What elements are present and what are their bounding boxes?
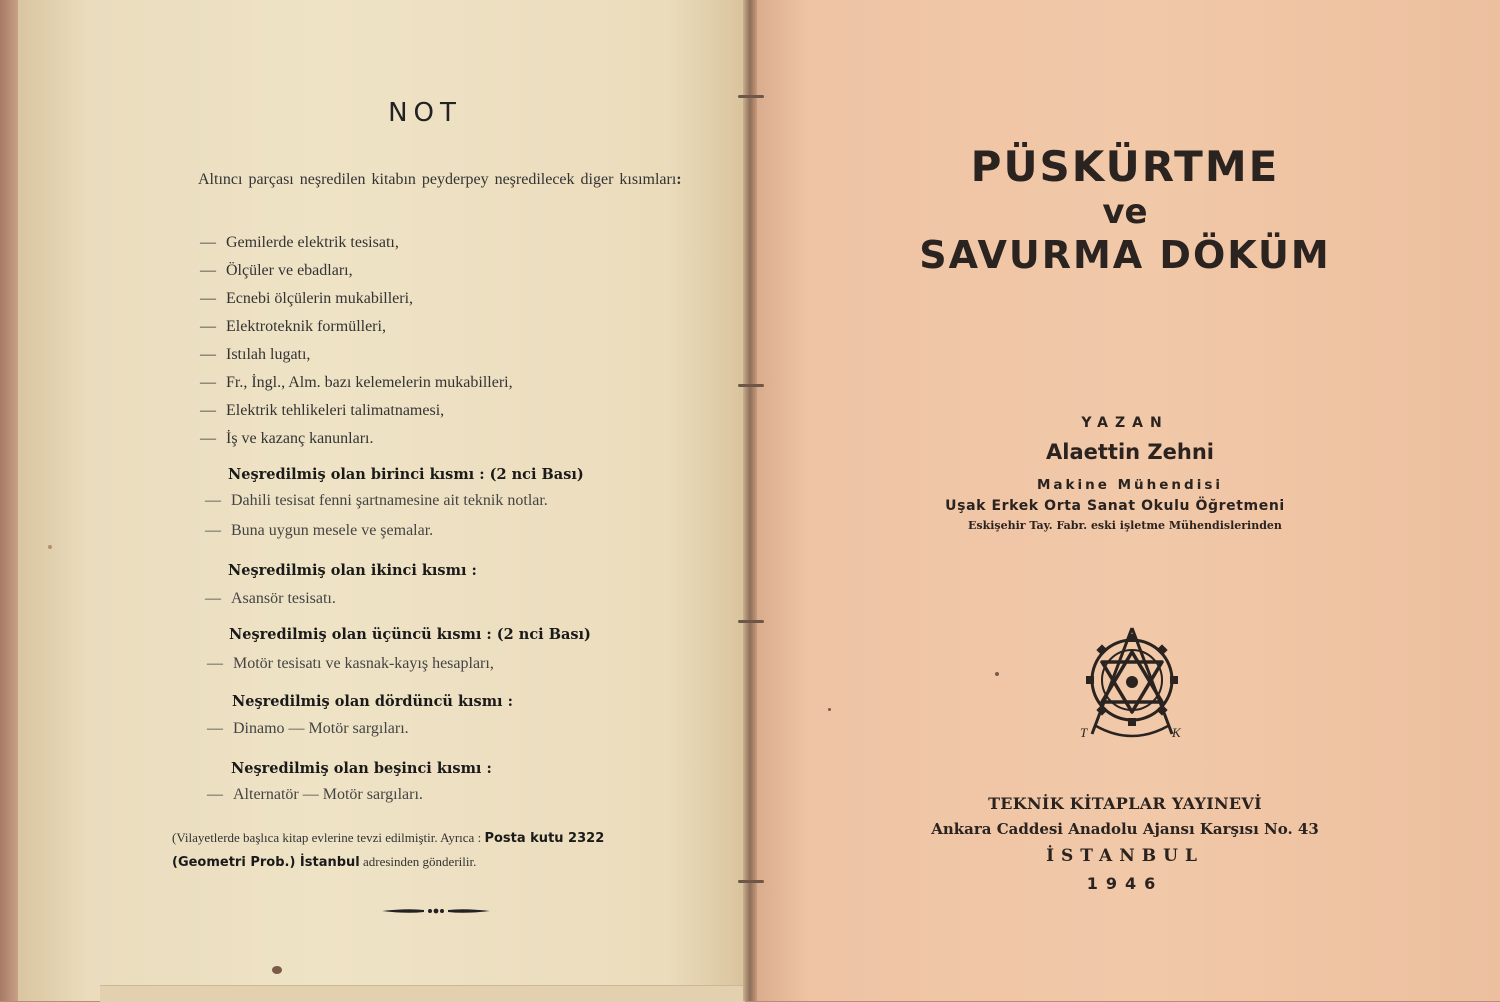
paper-speck — [995, 672, 999, 676]
section-heading-second: Neşredilmiş olan ikinci kısmı : — [228, 562, 477, 579]
section-item-text: Motör tesisatı ve kasnak-kayış hesapları, — [233, 655, 494, 672]
list-item-text: Istılah lugatı, — [226, 346, 311, 363]
book-gutter — [743, 0, 757, 1001]
note-intro-colon: : — [676, 171, 682, 188]
section-item-text: Dinamo — Motör sargıları. — [233, 720, 409, 737]
note-title: NOT — [388, 98, 462, 128]
footnote — [172, 826, 702, 874]
paper-speck — [48, 545, 52, 549]
footnote-postbox: Posta kutu 2322 — [484, 831, 605, 846]
dash: — — [207, 655, 223, 672]
list-item — [200, 316, 513, 344]
list-item-text: İş ve kazanç kanunları. — [226, 430, 374, 447]
dash: — — [200, 374, 216, 391]
dash: — — [205, 522, 221, 539]
emblem-letter-k: K — [1172, 725, 1181, 740]
section-item-text: Buna uygun mesele ve şemalar. — [231, 522, 434, 539]
binding-stitch — [738, 880, 764, 883]
section-item-text: Asansör tesisatı. — [231, 590, 336, 607]
author-role: Makine Mühendisi — [1037, 477, 1223, 493]
author-name: Alaettin Zehni — [1046, 440, 1214, 464]
dash: — — [200, 290, 216, 307]
footnote-text: (Vilayetlerde başlıca kitap evlerine tevzi edilmiştir. Ayrıca : — [172, 830, 485, 845]
author-former-position: Eskişehir Tay. Fabr. eski işletme Mühendislerinden — [968, 519, 1282, 532]
section-item-text: Dahili tesisat fenni şartnamesine ait teknik notlar. — [231, 492, 548, 509]
section-item — [207, 786, 423, 804]
note-intro-text: Altıncı parçası neşredilen kitabın peyderpey neşredilecek diger kısımları — [198, 171, 677, 188]
dash: — — [200, 234, 216, 251]
dash: — — [200, 262, 216, 279]
dash: — — [205, 590, 221, 607]
list-item-text: Ecnebi ölçülerin mukabilleri, — [226, 290, 414, 307]
list-item-text: Elektrik tehlikeleri talimatnamesi, — [226, 402, 445, 419]
upcoming-parts-list — [200, 232, 513, 456]
list-item-text: Fr., İngl., Alm. bazı kelemelerin mukabilleri, — [226, 374, 513, 391]
binding-stitch — [738, 384, 764, 387]
title-line-2: ve — [1102, 192, 1148, 232]
list-item-text: Elektroteknik formülleri, — [226, 318, 386, 335]
section-item — [205, 522, 433, 540]
list-item — [200, 288, 513, 316]
list-item — [200, 428, 513, 456]
dash: — — [207, 720, 223, 737]
binding-stitch — [738, 95, 764, 98]
section-item — [205, 492, 548, 510]
author-school: Uşak Erkek Orta Sanat Okulu Öğretmeni — [945, 498, 1285, 514]
dash: — — [207, 786, 223, 803]
title-line-1: PÜSKÜRTME — [970, 142, 1280, 191]
left-page-bottom-edge — [100, 985, 745, 1002]
list-item-text: Ölçüler ve ebadları, — [226, 262, 353, 279]
footnote-address: (Geometri Prob.) İstanbul — [172, 855, 360, 870]
dash: — — [200, 346, 216, 363]
section-heading-first: Neşredilmiş olan birinci kısmı : (2 nci Bası) — [228, 466, 584, 483]
section-item — [207, 655, 494, 673]
dash: — — [200, 430, 216, 447]
list-item — [200, 400, 513, 428]
publisher-city: İSTANBUL — [1046, 846, 1204, 866]
left-page-edge — [0, 0, 18, 1001]
list-item — [200, 372, 513, 400]
dash: — — [200, 318, 216, 335]
binding-stitch — [738, 620, 764, 623]
section-item — [207, 720, 409, 738]
section-heading-third: Neşredilmiş olan üçüncü kısmı : (2 nci Bası) — [229, 626, 591, 643]
dash: — — [200, 402, 216, 419]
emblem-letter-t: T — [1080, 725, 1088, 740]
footnote-text-end: adresinden gönderilir. — [359, 854, 477, 869]
paper-speck — [272, 966, 282, 974]
list-item — [200, 232, 513, 260]
section-item-text: Alternatör — Motör sargıları. — [233, 786, 423, 803]
publisher-name: TEKNİK KİTAPLAR YAYINEVİ — [988, 794, 1262, 813]
list-item-text: Gemilerde elektrik tesisatı, — [226, 234, 399, 251]
note-intro — [162, 168, 688, 191]
section-heading-fifth: Neşredilmiş olan beşinci kısmı : — [231, 760, 492, 777]
section-heading-fourth: Neşredilmiş olan dördüncü kısmı : — [232, 693, 513, 710]
author-label: YAZAN — [1081, 415, 1169, 431]
dash: — — [205, 492, 221, 509]
book-title — [880, 142, 1370, 278]
paper-speck — [828, 708, 831, 711]
publication-year: 1946 — [1086, 874, 1164, 893]
ornament-divider-icon — [382, 904, 490, 918]
list-item — [200, 344, 513, 372]
section-item — [205, 590, 336, 608]
publisher-block — [900, 792, 1350, 898]
publisher-address: Ankara Caddesi Anadolu Ajansı Karşısı No. 43 — [931, 820, 1319, 838]
list-item — [200, 260, 513, 288]
title-line-3: SAVURMA DÖKÜM — [919, 233, 1331, 277]
